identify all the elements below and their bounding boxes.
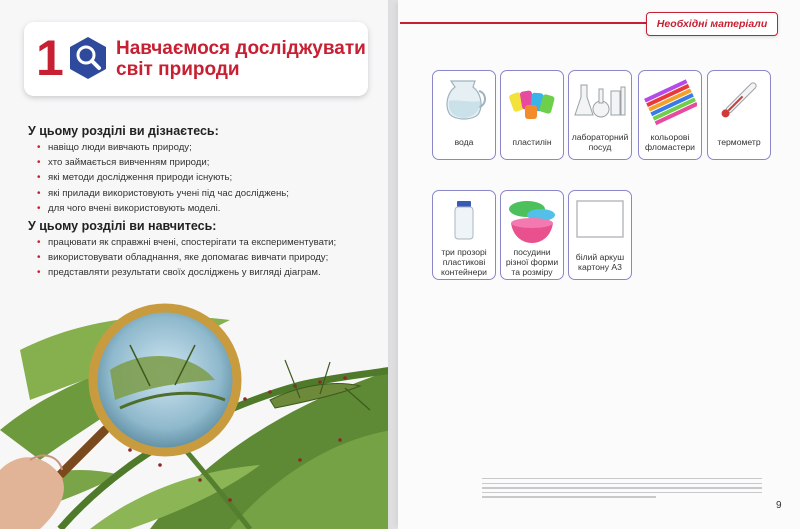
page-number: 9	[776, 500, 782, 511]
water-jug-icon	[437, 75, 491, 125]
chapter-number: 1	[36, 30, 64, 86]
list-item: • хто займається вивченням природи;	[36, 155, 376, 170]
header-rule	[400, 22, 646, 24]
material-card-containers	[432, 190, 496, 280]
grasshopper-magnifier-illustration	[0, 290, 392, 529]
white-cardboard-icon	[573, 195, 627, 245]
copyright-fine-print	[482, 478, 762, 500]
material-card-lab-glassware	[568, 70, 632, 160]
material-label: білий аркуш картону А3	[575, 252, 625, 272]
material-card-markers	[638, 70, 702, 160]
material-label: вода	[454, 137, 474, 147]
skills-heading: У цьому розділі ви навчитесь:	[28, 219, 217, 233]
markers-icon	[643, 75, 697, 125]
list-item: • використовувати обладнання, яке допомагає вивчати природу;	[36, 250, 376, 265]
material-label: кольорові фломастери	[645, 132, 695, 152]
material-card-bowls	[500, 190, 564, 280]
material-card-thermometer	[707, 70, 771, 160]
plastic-container-icon	[437, 195, 491, 245]
material-label: пластилін	[512, 137, 552, 147]
list-item: • працювати як справжні вчені, спостерігати та експериментувати;	[36, 235, 376, 250]
material-label: лабораторний посуд	[571, 132, 629, 152]
material-card-water	[432, 70, 496, 160]
list-item: • представляти результати своїх досліджень у вигляді діаграм.	[36, 265, 376, 280]
left-page	[0, 0, 392, 529]
material-label: термометр	[717, 137, 761, 147]
material-card-plasticine	[500, 70, 564, 160]
chapter-title: Навчаємося досліджувати світ природи	[116, 38, 366, 80]
list-item: • навіщо люди вивчають природу;	[36, 140, 376, 155]
material-label: посудини різної форми та розміру	[505, 247, 559, 277]
bowls-icon	[505, 195, 559, 245]
learn-list	[36, 140, 376, 216]
plasticine-icon	[505, 75, 559, 125]
materials-tab	[646, 12, 778, 36]
thermometer-icon	[712, 75, 766, 125]
materials-title: Необхідні матеріали	[656, 18, 768, 30]
list-item: • які прилади використовують учені під час досліджень;	[36, 186, 376, 201]
magnifier-hex-icon	[68, 36, 108, 80]
material-card-cardboard	[568, 190, 632, 280]
skills-list	[36, 235, 376, 281]
learn-heading: У цьому розділі ви дізнаєтесь:	[28, 124, 219, 138]
material-label: три прозорі пластикові контейнери	[441, 247, 487, 277]
list-item: • для чого вчені використовують моделі.	[36, 201, 376, 216]
chapter-header	[24, 22, 368, 96]
lab-glassware-icon	[573, 75, 627, 125]
list-item: • які методи дослідження природи існують;	[36, 170, 376, 185]
